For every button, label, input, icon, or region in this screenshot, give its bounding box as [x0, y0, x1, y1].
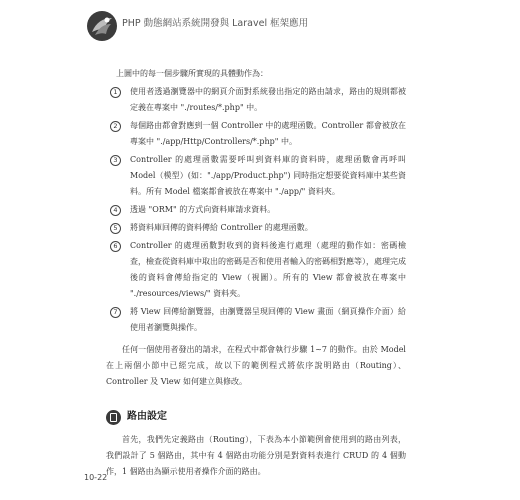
step-item — [106, 238, 406, 302]
section-heading — [106, 408, 406, 426]
step-text: Controller 的處理函數對收到的資料後進行處理（處理的動作如：密碼檢查，檢查從資料庫中取出的密碼是否和使用者輸入的密碼相對應等），處理完成後的資料會傳給指定的 View（視圖）。所有的 View 都會被放在專案中 "./resources/views/" 資料夾。 — [130, 241, 406, 298]
page-header — [86, 10, 386, 42]
step-number-badge: 1 — [110, 87, 121, 98]
page-content — [106, 66, 406, 488]
step-text: 使用者透過瀏覽器中的網頁介面對系統發出指定的路由請求，路由的規則都被定義在專案中 "./routes/*.php" 中。 — [130, 87, 406, 112]
step-number-badge: 5 — [110, 223, 121, 234]
step-number-badge: 7 — [110, 307, 121, 318]
step-item — [106, 118, 406, 150]
page-number: 10-22 — [84, 473, 108, 482]
step-text: 每個路由都會對應到一個 Controller 中的處理函數。Controller 都會被放在專案中 "./app/Http/Controllers/*.php" 中。 — [130, 121, 406, 146]
step-text: 將資料庫回傳的資料傳給 Controller 的處理函數。 — [130, 223, 313, 232]
step-number-badge: 2 — [110, 121, 121, 132]
step-item — [106, 304, 406, 336]
step-item — [106, 84, 406, 116]
step-text: 透過 "ORM" 的方式向資料庫請求資料。 — [130, 205, 276, 214]
step-text: Controller 的處理函數需要呼叫到資料庫的資料時，處理函數會再呼叫 Model（模型）(如："./app/Product.php") 同時指定想要從資料庫中某些資料。所有 Model 檔案都會被放在專案中 "./app/" 資料夾。 — [130, 155, 406, 196]
route-icon — [106, 410, 121, 425]
summary-paragraph: 任何一個使用者發出的請求，在程式中都會執行步驟 1~7 的動作。由於 Model 在上兩個小節中已經完成，故以下的範例程式將依序說明路由（Routing）、Controller 及 View 如何建立與修改。 — [106, 345, 406, 386]
step-number-badge: 4 — [110, 205, 121, 216]
intro-text: 上圖中的每一個步驟所實現的具體動作為： — [116, 69, 268, 78]
book-title: PHP 動態網站系統開發與 Laravel 框架應用 — [122, 18, 309, 29]
step-item — [106, 220, 406, 236]
step-number-badge: 6 — [110, 241, 121, 252]
section-paragraph: 首先，我們先定義路由（Routing），下表為本小節範例會使用到的路由列表，我們設計了 5 個路由，其中有 4 個路由功能分別是對資料表進行 CRUD 的 4 個動作，1 個路由為顯示使用者操作介面的路由。 — [106, 435, 406, 476]
section-title: 路由設定 — [127, 411, 167, 422]
book-logo-icon — [86, 10, 118, 42]
step-text: 將 View 回傳給瀏覽器，由瀏覽器呈現回傳的 View 畫面（網頁操作介面）給使用者瀏覽與操作。 — [130, 307, 406, 332]
step-number-badge: 3 — [110, 155, 121, 166]
step-item — [106, 152, 406, 200]
step-item — [106, 202, 406, 218]
